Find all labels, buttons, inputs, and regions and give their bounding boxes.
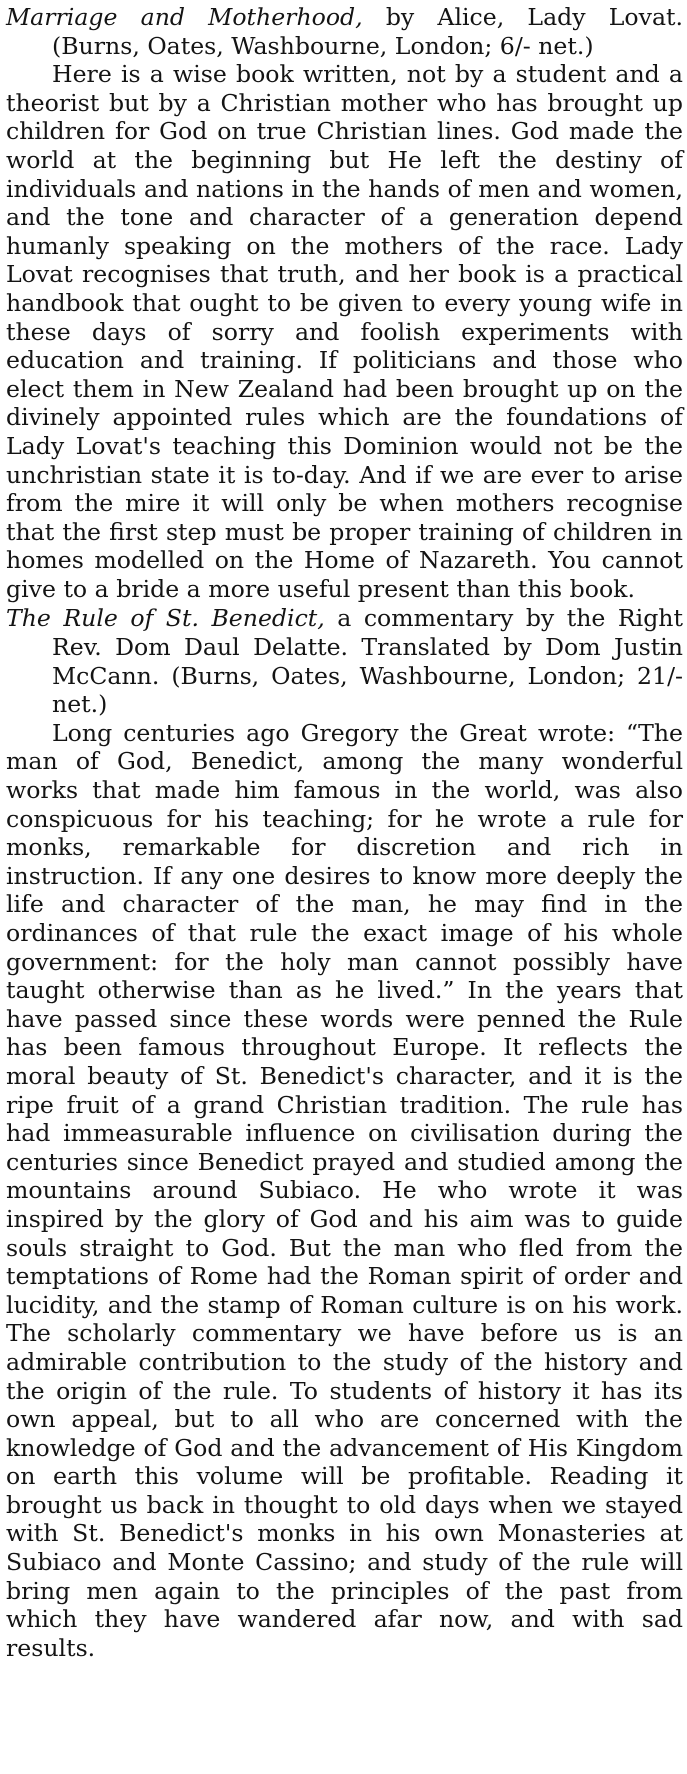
- book-citation: a commentary by the Right Rev. Dom Daul Delatte. Translated by Dom Justin McCann. (Burns, Oates, Washbourne, London; 21/- net.): [52, 604, 683, 719]
- book-review-marriage-and-motherhood: [6, 3, 683, 603]
- book-citation: by Alice, Lady Lovat. (Burns, Oates, Washbourne, London; 6/- net.): [52, 3, 683, 60]
- review-heading: [6, 604, 683, 718]
- book-title: Marriage and Motherhood,: [6, 3, 363, 31]
- book-review-rule-of-st-benedict: [6, 604, 683, 1662]
- review-heading: [6, 3, 683, 60]
- review-body: Long centuries ago Gregory the Great wrote: “The man of God, Benedict, among the many wonderful works that made him famous in the world, was also conspicuous for his teaching; for he wrote a rule for monks, remarkable for discretion and rich in instruction. If any one desires to know more deeply the life and character of the man, he may find in the ordinances of that rule the exact image of his whole government: for the holy man cannot possibly have taught otherwise than as he lived.” In the years that have passed since these words were penned the Rule has been famous throughout Europe. It reflects the moral beauty of St. Benedict's character, and it is the ripe fruit of a grand Christian tradition. The rule has had immeasurable influence on civilisation during the centuries since Benedict prayed and studied among the mountains around Subiaco. He who wrote it was inspired by the glory of God and his aim was to guide souls straight to God. But the man who fled from the temptations of Rome had the Roman spirit of order and lucidity, and the stamp of Roman culture is on his work. The scholarly commentary we have before us is an admirable contribution to the study of the history and the origin of the rule. To students of history it has its own appeal, but to all who are concerned with the knowledge of God and the advancement of His Kingdom on earth this volume will be profitable. Reading it brought us back in thought to old days when we stayed with St. Benedict's monks in his own Monasteries at Subiaco and Monte Cassino; and study of the rule will bring men again to the principles of the past from which they have wandered afar now, and with sad results.: [6, 718, 683, 1662]
- review-body: Here is a wise book written, not by a student and a theorist but by a Christian mother who has brought up children for God on true Christian lines. God made the world at the beginning but He left the destiny of individuals and nations in the hands of men and women, and the tone and character of a generation depend humanly speaking on the mothers of the race. Lady Lovat recognises that truth, and her book is a practical handbook that ought to be given to every young wife in these days of sorry and foolish experiments with education and training. If politicians and those who elect them in New Zealand had been brought up on the divinely appointed rules which are the foundations of Lady Lovat's teaching this Dominion would not be the unchristian state it is to-day. And if we are ever to arise from the mire it will only be when mothers recognise that the first step must be proper training of children in homes modelled on the Home of Nazareth. You cannot give to a bride a more useful present than this book.: [6, 60, 683, 603]
- book-title: The Rule of St. Benedict,: [6, 604, 325, 633]
